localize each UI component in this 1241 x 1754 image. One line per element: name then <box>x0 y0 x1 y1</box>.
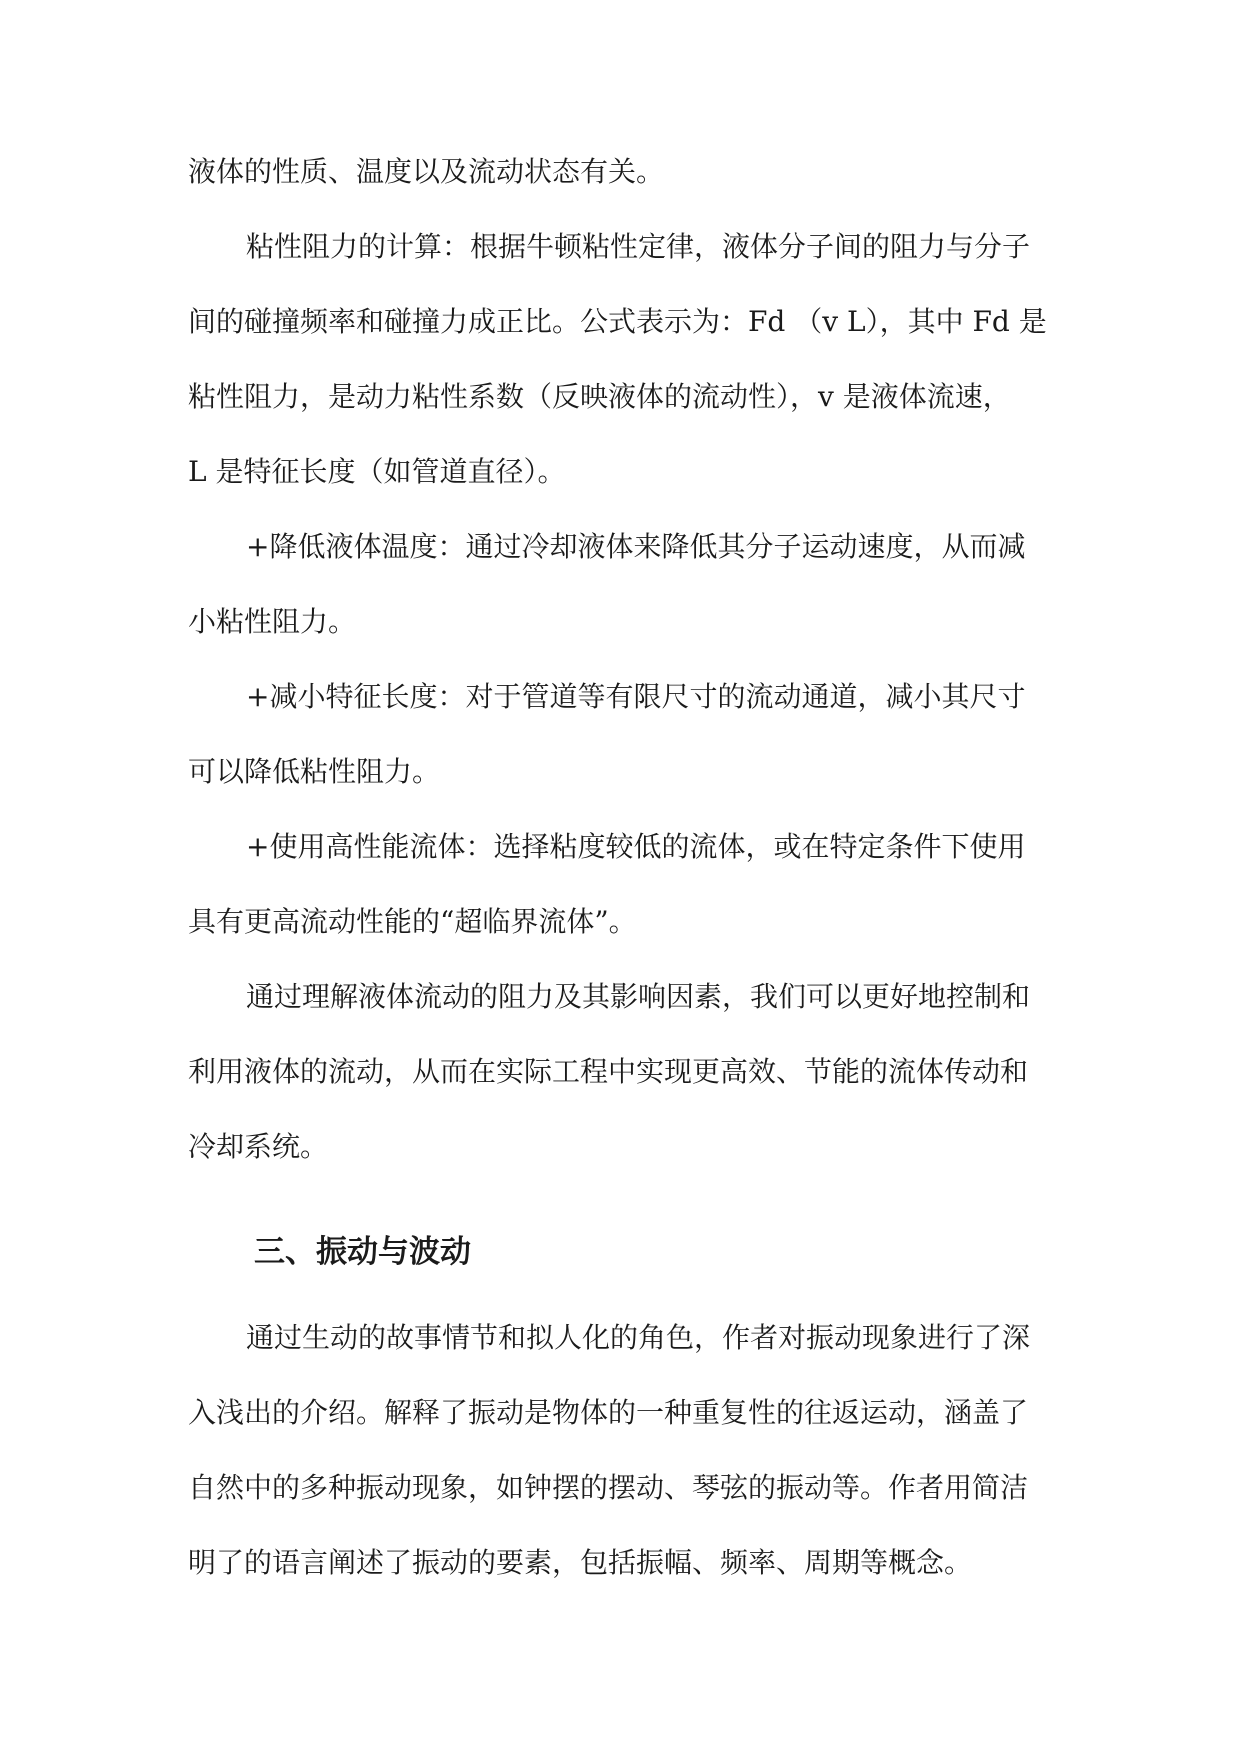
paragraph-line: 通过理解液体流动的阻力及其影响因素，我们可以更好地控制和 <box>246 980 1031 1013</box>
paragraph-line: 入浅出的介绍。解释了振动是物体的一种重复性的往返运动，涵盖了 <box>188 1396 1029 1429</box>
paragraph-line: 自然中的多种振动现象，如钟摆的摆动、琴弦的振动等。作者用简洁 <box>188 1471 1029 1504</box>
paragraph-line: 利用液体的流动，从而在实际工程中实现更高效、节能的流体传动和 <box>188 1055 1029 1088</box>
paragraph-line: 小粘性阻力。 <box>188 605 357 638</box>
paragraph-line: +降低液体温度：通过冷却液体来降低其分子运动速度，从而减 <box>246 530 1026 563</box>
paragraph-line: L 是特征长度（如管道直径）。 <box>188 455 566 488</box>
paragraph-line: 间的碰撞频率和碰撞力成正比。公式表示为：Fd （v L），其中 Fd 是 <box>188 305 1047 338</box>
paragraph-line: 具有更高流动性能的“超临界流体”。 <box>188 905 637 938</box>
paragraph-line: 粘性阻力，是动力粘性系数（反映液体的流动性），v 是液体流速， <box>188 380 1011 413</box>
paragraph-line: +减小特征长度：对于管道等有限尺寸的流动通道，减小其尺寸 <box>246 680 1026 713</box>
paragraph-line: 可以降低粘性阻力。 <box>188 755 441 788</box>
paragraph-line: 通过生动的故事情节和拟人化的角色，作者对振动现象进行了深 <box>246 1321 1031 1354</box>
section-heading: 三、振动与波动 <box>254 1234 471 1270</box>
paragraph-line: +使用高性能流体：选择粘度较低的流体，或在特定条件下使用 <box>246 830 1026 863</box>
paragraph-line: 冷却系统。 <box>188 1130 329 1163</box>
paragraph-line: 液体的性质、温度以及流动状态有关。 <box>188 155 665 188</box>
paragraph-line: 明了的语言阐述了振动的要素，包括振幅、频率、周期等概念。 <box>188 1546 973 1579</box>
paragraph-line: 粘性阻力的计算：根据牛顿粘性定律，液体分子间的阻力与分子 <box>246 230 1031 263</box>
